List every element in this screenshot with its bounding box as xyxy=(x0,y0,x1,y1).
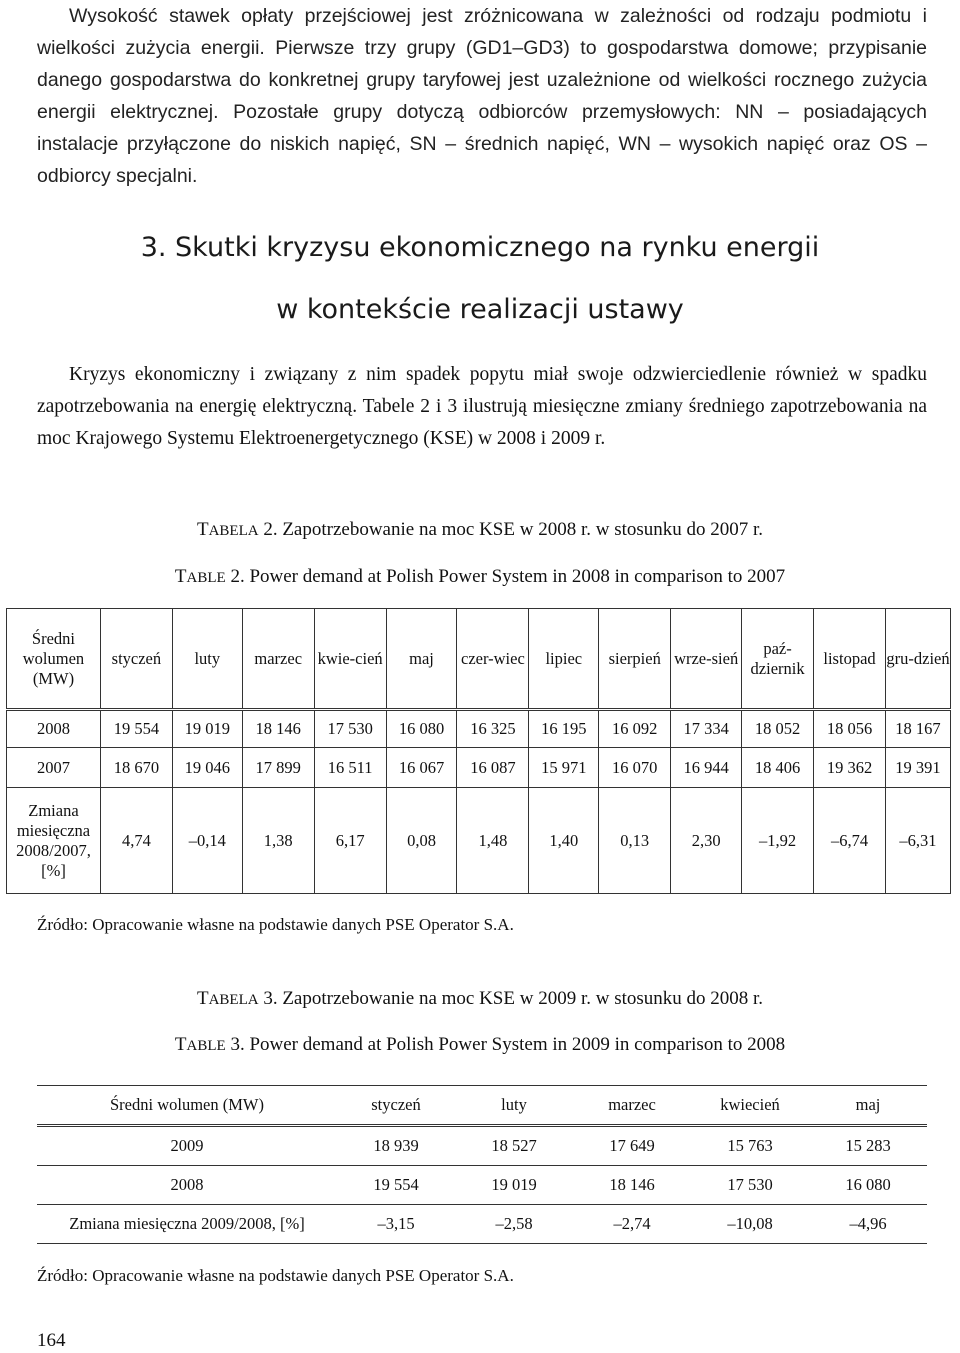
table-cell: 16 195 xyxy=(529,710,599,748)
table2-header-row xyxy=(7,609,951,710)
table2-header-cell: maj xyxy=(386,609,457,710)
table2-header-cell: styczeń xyxy=(100,609,172,710)
table3-header-cell: maj xyxy=(809,1086,927,1126)
table-cell: 16 087 xyxy=(457,748,529,788)
table-row xyxy=(37,1205,927,1244)
table-cell: –6,74 xyxy=(814,788,886,894)
table-cell: –1,92 xyxy=(742,788,814,894)
table-cell: 1,38 xyxy=(242,788,314,894)
table-cell: 15 763 xyxy=(691,1126,809,1166)
table-cell: 2,30 xyxy=(671,788,742,894)
table3 xyxy=(37,1085,927,1244)
table-cell: 17 649 xyxy=(573,1126,691,1166)
table2-header-cell: czer-wiec xyxy=(457,609,529,710)
table3-caption-pl: TABELA 3. Zapotrzebowanie na moc KSE w 2009 r. w stosunku do 2008 r. xyxy=(196,988,764,1009)
table2-source: Źródło: Opracowanie własne na podstawie danych PSE Operator S.A. xyxy=(37,915,514,934)
table-cell: 2008 xyxy=(7,710,101,748)
table-cell: 18 527 xyxy=(455,1126,573,1166)
intro-paragraph-text: Wysokość stawek opłaty przejściowej jest zróżnicowana w zależności od rodzaju podmiotu i wielkości zużycia energii. Pierwsze trzy grupy (GD1–GD3) to gospodarstwa domowe; przypisanie danego gospodarstwa do konkretnej grupy taryfowej jest uzależnione od wielkości rocznego zużycia energii elektrycznej. Pozostałe grupy dotyczą odbiorców przemysłowych: NN – posiadających instalacje przyłączone do niskich napięć, SN – średnich napięć, WN – wysokich napięć oraz OS – odbiorcy specjalni. xyxy=(37,5,927,187)
table-cell: 19 391 xyxy=(885,748,950,788)
table2-caption-en: TABLE 2. Power demand at Polish Power System in 2008 in comparison to 2007 xyxy=(174,566,786,587)
table-cell: 19 362 xyxy=(814,748,886,788)
table-cell: –2,58 xyxy=(455,1205,573,1244)
table-cell: 6,17 xyxy=(314,788,386,894)
table-row xyxy=(7,788,951,894)
table-cell: 19 019 xyxy=(172,710,242,748)
table-cell: 18 056 xyxy=(814,710,886,748)
table-cell: 16 944 xyxy=(671,748,742,788)
table-cell: 18 939 xyxy=(337,1126,455,1166)
table-cell: 16 325 xyxy=(457,710,529,748)
table2-header-cell: sierpień xyxy=(599,609,671,710)
table2-header-cell: marzec xyxy=(242,609,314,710)
table-cell: –0,14 xyxy=(172,788,242,894)
table2-header-cell: luty xyxy=(172,609,242,710)
table-cell: 18 670 xyxy=(100,748,172,788)
table-cell: 16 070 xyxy=(599,748,671,788)
table2-header-cell: wrze-sień xyxy=(671,609,742,710)
table3-header-row xyxy=(37,1086,927,1126)
table3-header-cell: Średni wolumen (MW) xyxy=(37,1086,337,1126)
table-cell: 15 283 xyxy=(809,1126,927,1166)
table-cell: –10,08 xyxy=(691,1205,809,1244)
table-cell: 2008 xyxy=(37,1166,337,1205)
table-cell: 1,40 xyxy=(529,788,599,894)
table-row xyxy=(7,748,951,788)
table-cell: Zmiana miesięczna 2009/2008, [%] xyxy=(37,1205,337,1244)
table-cell: 19 554 xyxy=(337,1166,455,1205)
table-row xyxy=(37,1166,927,1205)
table-cell: 1,48 xyxy=(457,788,529,894)
table2-header-cell: paź-dziernik xyxy=(742,609,814,710)
table-cell: 18 146 xyxy=(573,1166,691,1205)
table-row xyxy=(7,710,951,748)
table-cell: 16 067 xyxy=(386,748,457,788)
table-cell: 19 554 xyxy=(100,710,172,748)
table-cell: 18 167 xyxy=(885,710,950,748)
table-cell: 2007 xyxy=(7,748,101,788)
table-cell: –4,96 xyxy=(809,1205,927,1244)
table-cell: 17 334 xyxy=(671,710,742,748)
table-cell: 4,74 xyxy=(100,788,172,894)
table-cell: –2,74 xyxy=(573,1205,691,1244)
table-cell: 2009 xyxy=(37,1126,337,1166)
table3-header-cell: styczeń xyxy=(337,1086,455,1126)
table-cell: 18 146 xyxy=(242,710,314,748)
table-cell: 17 899 xyxy=(242,748,314,788)
table2 xyxy=(6,608,951,894)
page-number: 164 xyxy=(37,1330,66,1351)
table3-header-cell: kwiecień xyxy=(691,1086,809,1126)
table2-header-cell: Średni wolumen (MW) xyxy=(7,609,101,710)
table-cell: 16 080 xyxy=(386,710,457,748)
table3-header-cell: marzec xyxy=(573,1086,691,1126)
table-cell: 18 052 xyxy=(742,710,814,748)
table3-caption-en: TABLE 3. Power demand at Polish Power System in 2009 in comparison to 2008 xyxy=(174,1034,786,1055)
table-cell: 18 406 xyxy=(742,748,814,788)
section-title-line1: 3. Skutki kryzysu ekonomicznego na rynku energii xyxy=(140,232,820,263)
table-cell: 0,13 xyxy=(599,788,671,894)
table-cell: 19 019 xyxy=(455,1166,573,1205)
table2-header-cell: listopad xyxy=(814,609,886,710)
table-cell: Zmiana miesięczna 2008/2007, [%] xyxy=(7,788,101,894)
table-row xyxy=(37,1126,927,1166)
table-cell: 0,08 xyxy=(386,788,457,894)
table-cell: 16 080 xyxy=(809,1166,927,1205)
table-cell: 17 530 xyxy=(691,1166,809,1205)
table2-header-cell: lipiec xyxy=(529,609,599,710)
table-cell: –6,31 xyxy=(885,788,950,894)
crisis-paragraph xyxy=(37,359,927,455)
table2-caption-pl: TABELA 2. Zapotrzebowanie na moc KSE w 2008 r. w stosunku do 2007 r. xyxy=(196,519,764,540)
table3-source: Źródło: Opracowanie własne na podstawie danych PSE Operator S.A. xyxy=(37,1266,514,1285)
table-cell: 19 046 xyxy=(172,748,242,788)
section-title-line2: w kontekście realizacji ustawy xyxy=(276,294,684,325)
table-cell: 17 530 xyxy=(314,710,386,748)
table2-header-cell: kwie-cień xyxy=(314,609,386,710)
table2-header-cell: gru-dzień xyxy=(885,609,950,710)
table-cell: 16 511 xyxy=(314,748,386,788)
table-cell: –3,15 xyxy=(337,1205,455,1244)
table-cell: 15 971 xyxy=(529,748,599,788)
intro-paragraph xyxy=(37,0,927,192)
crisis-paragraph-text: Kryzys ekonomiczny i związany z nim spadek popytu miał swoje odzwierciedlenie również w spadku zapotrzebowania na energię elektryczną. Tabele 2 i 3 ilustrują miesięczne zmiany średniego zapotrzebowania na moc Krajowego Systemu Elektroenergetycznego (KSE) w 2008 i 2009 r. xyxy=(37,364,927,449)
table3-header-cell: luty xyxy=(455,1086,573,1126)
table-cell: 16 092 xyxy=(599,710,671,748)
